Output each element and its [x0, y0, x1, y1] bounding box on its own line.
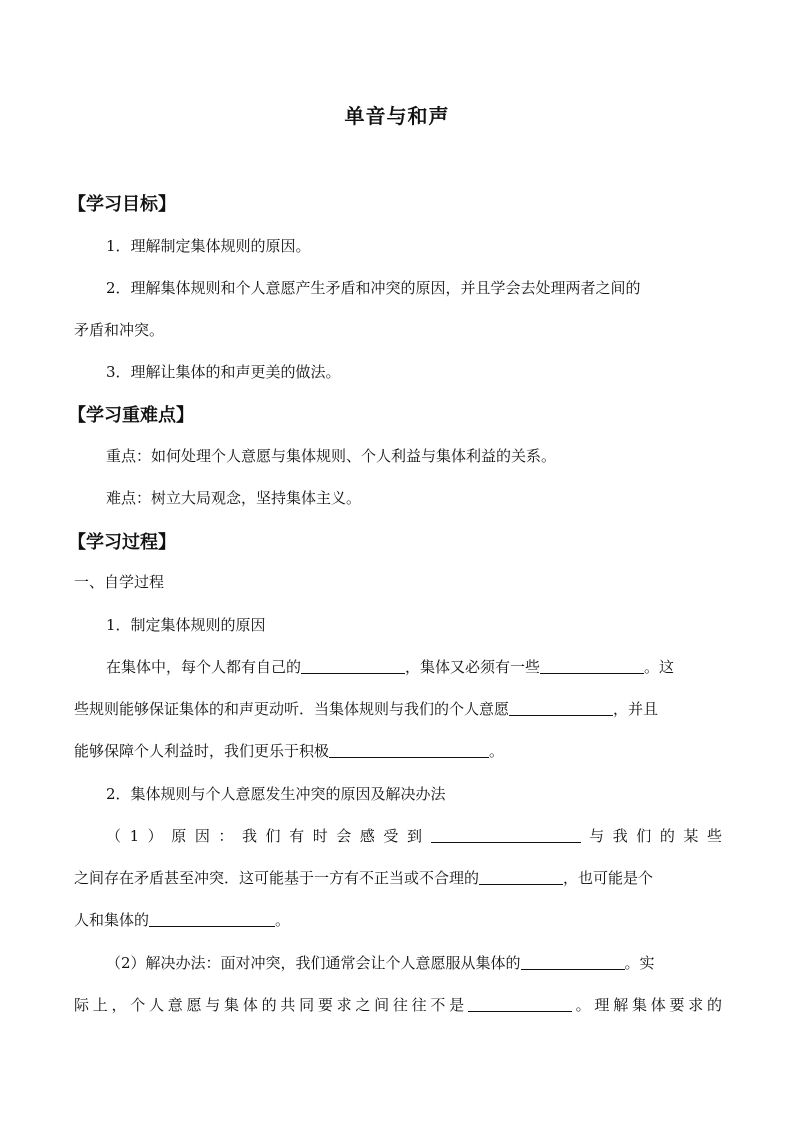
section-heading-key-points: 【学习重难点】 — [68, 405, 194, 426]
question-2-solution-line-1 — [106, 953, 722, 973]
section-heading-process: 【学习过程】 — [68, 532, 176, 553]
fill-blank[interactable] — [329, 741, 489, 758]
question-2-solution-line-2 — [74, 995, 722, 1015]
question-1-title: 1．制定集体规则的原因 — [106, 616, 266, 634]
fill-blank[interactable] — [540, 657, 644, 674]
question-1-line-2 — [74, 699, 722, 719]
text-fragment: 人和集体的 — [74, 911, 150, 929]
text-fragment: 。理解集体要求的 — [571, 996, 722, 1014]
text-fragment: 。这 — [644, 658, 675, 676]
text-fragment: ，集体又必须有一些 — [405, 658, 541, 676]
text-fragment: 在集体中，每个人都有自己的 — [106, 658, 302, 676]
text-fragment: 些规则能够保证集体的和声更动听．当集体规则与我们的个人意愿 — [74, 700, 510, 718]
text-fragment: 。 — [275, 911, 291, 929]
text-fragment: 际上，个人意愿与集体的共同要求之间往往不是 — [74, 996, 468, 1014]
goal-item-2-continued: 矛盾和冲突。 — [74, 321, 165, 339]
question-1-line-1 — [106, 657, 722, 677]
fill-blank[interactable] — [479, 868, 563, 885]
part-self-study: 一、自学过程 — [74, 573, 165, 591]
difficult-point: 难点：树立大局观念，坚持集体主义。 — [106, 489, 362, 507]
fill-blank[interactable] — [431, 826, 581, 843]
text-fragment: 。 — [489, 742, 505, 760]
fill-blank[interactable] — [509, 699, 613, 716]
text-fragment: 。实 — [624, 954, 655, 972]
text-fragment: （2）解决办法：面对冲突，我们通常会让个人意愿服从集体的 — [106, 954, 521, 972]
goal-item-1: 1．理解制定集体规则的原因。 — [106, 237, 311, 255]
page-title: 单音与和声 — [344, 104, 450, 128]
section-heading-learning-goals: 【学习目标】 — [68, 194, 176, 215]
question-1-line-3 — [74, 741, 722, 761]
goal-item-3: 3．理解让集体的和声更美的做法。 — [106, 363, 341, 381]
text-fragment: 之间存在矛盾甚至冲突．这可能基于一方有不正当或不合理的 — [74, 869, 480, 887]
fill-blank[interactable] — [468, 995, 572, 1012]
question-2-cause-line-1 — [106, 826, 722, 846]
text-fragment: ，也可能是个 — [563, 869, 654, 887]
question-2-title: 2．集体规则与个人意愿发生冲突的原因及解决办法 — [106, 785, 446, 803]
text-fragment: ，并且 — [613, 700, 659, 718]
fill-blank[interactable] — [301, 657, 405, 674]
question-2-cause-line-3 — [74, 910, 722, 930]
fill-blank[interactable] — [521, 953, 625, 970]
text-fragment: 能够保障个人利益时，我们更乐于积极 — [74, 742, 330, 760]
question-2-cause-line-2 — [74, 868, 722, 888]
key-point: 重点：如何处理个人意愿与集体规则、个人利益与集体利益的关系。 — [106, 447, 557, 465]
text-fragment: 与我们的某些 — [580, 827, 722, 845]
text-fragment: （1）原因：我们有时会感受到 — [106, 827, 431, 845]
goal-item-2: 2．理解集体规则和个人意愿产生矛盾和冲突的原因，并且学会去处理两者之间的 — [106, 279, 641, 297]
fill-blank[interactable] — [149, 910, 275, 927]
